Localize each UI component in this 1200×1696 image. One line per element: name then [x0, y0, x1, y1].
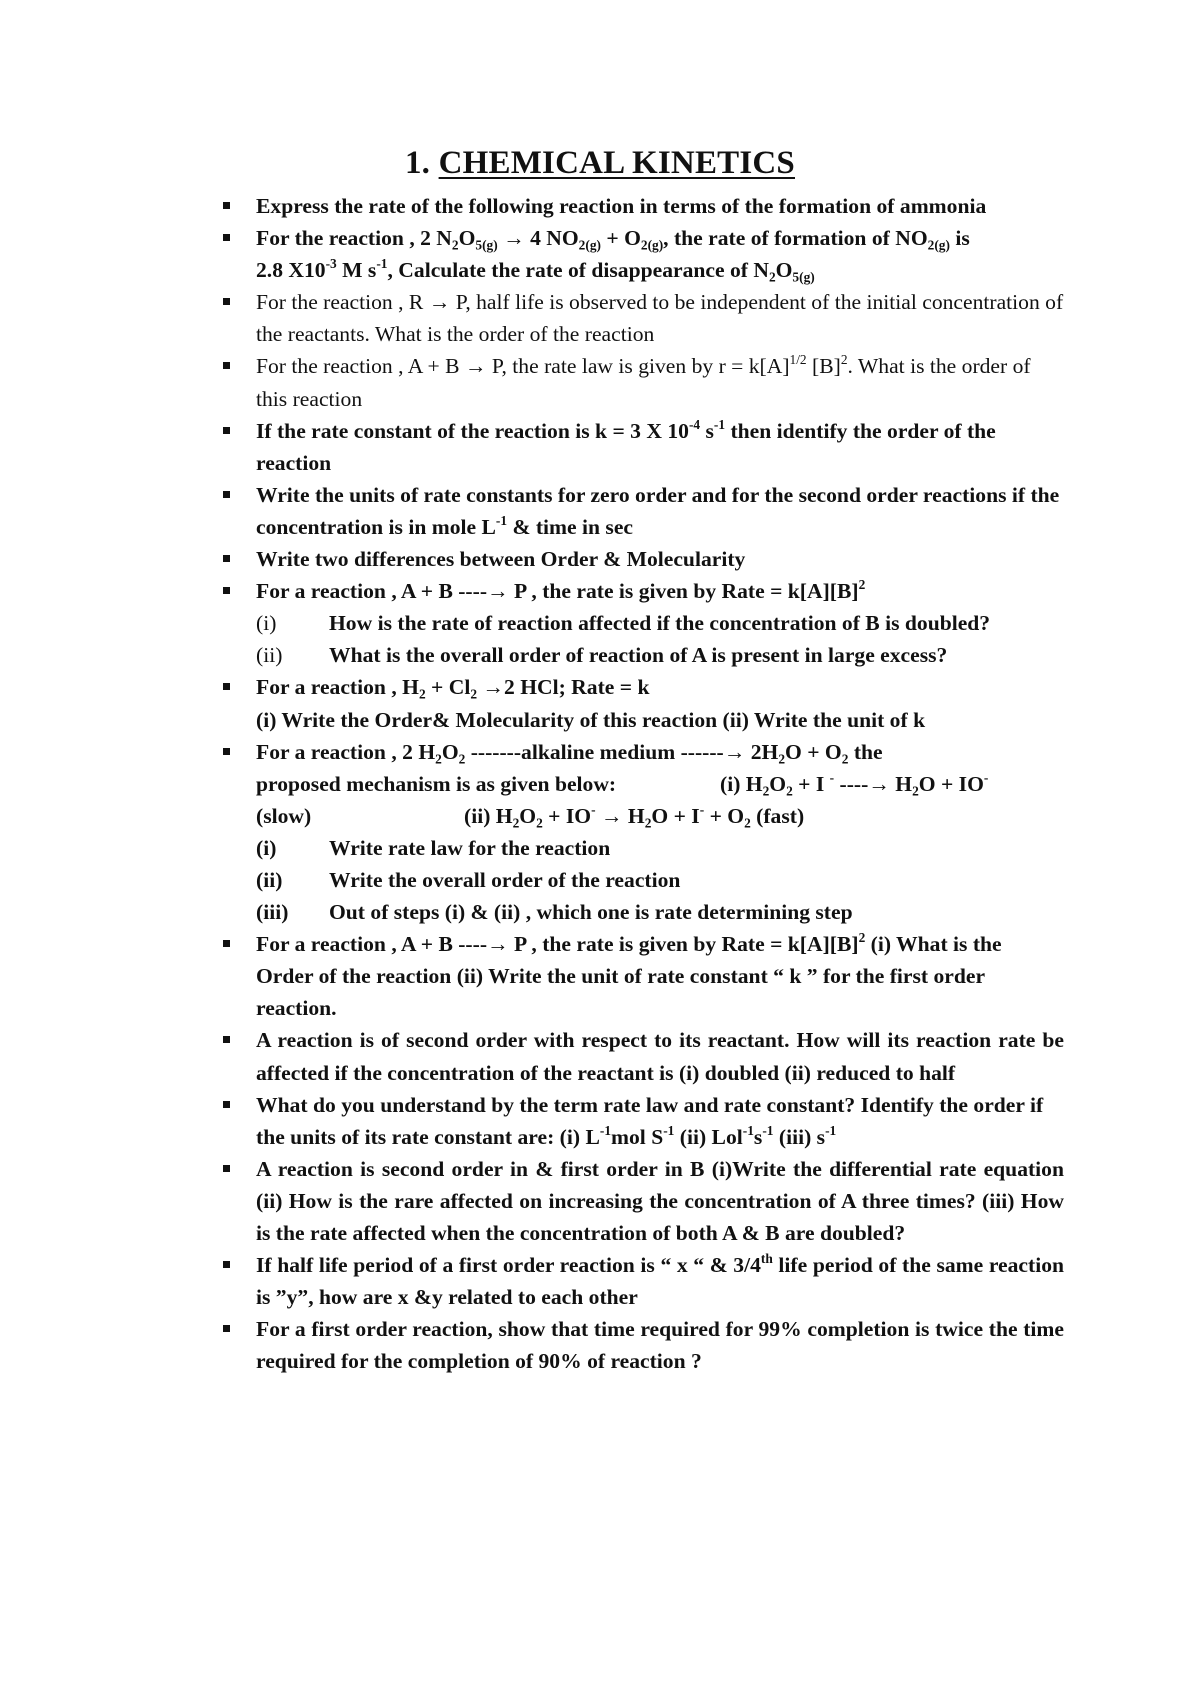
bullet-icon: [223, 202, 230, 209]
list-item: If the rate constant of the reaction is k = 3 X $10^{-4}$ $s^{-1}$ then identify the order of the reaction: [256, 415, 1064, 479]
list-item: What do you understand by the term rate law and rate constant? Identify the order if the units of its rate constant are: (i) $L^{-1}mol$ $S^{-1}$ (ii) $Lol^{-1}s^{-1}$ (iii) $s^{-1}$: [256, 1089, 1064, 1153]
bullet-icon: [223, 1325, 230, 1332]
list-item: For a first order reaction, show that time required for 99% completion is twice the time required for the completion of 90% of reaction ?: [256, 1313, 1064, 1377]
bullet-icon: [223, 555, 230, 562]
bullet-icon: [223, 362, 230, 369]
sub-question: (iii) Out of steps (i) & (ii) , which one is rate determining step: [256, 900, 853, 925]
list-item: A reaction is second order in & first order in B (i)Write the differential rate equation (ii) How is the rare affected on increasing the concentration of A three times? (iii) How is the rate affected when the concentration of both A & B are doubled?: [256, 1153, 1064, 1249]
sub-question: (ii) What is the overall order of reaction of A is present in large excess?: [256, 643, 948, 668]
sub-question: (i) Write rate law for the reaction: [256, 835, 611, 860]
bullet-icon: [223, 587, 230, 594]
bullet-icon: [223, 298, 230, 305]
list-item: For the reaction , R → P, half life is observed to be independent of the initial concentration of the reactants. What is the order of the reaction: [256, 286, 1064, 350]
list-item: Write the units of rate constants for zero order and for the second order reactions if the concentration is in mole $L^{-1}$ & time in sec: [256, 479, 1064, 543]
bullet-icon: [223, 1036, 230, 1043]
list-item: For the reaction , 2 $N_2O_{5(g)} \to 4$ $NO_{2(g)} + O_{2(g)}$, the rate of formation of $NO_{2(g)}$ is 2.8 $X10^{-3}$ M $s^{-1}$, Calculate the rate of disappearance of $N_2O_{5(g)}$: [256, 222, 1064, 286]
list-item: If half life period of a first order reaction is “ x “ & 3/4th life period of the same reaction is ”y”, how are x &y related to each other: [256, 1249, 1064, 1313]
bullet-icon: [223, 940, 230, 947]
list-item: For a reaction , $H_2 + Cl_2 \to 2$ HCl; Rate = k (i) Write the Order& Molecularity of this reaction (ii) Write the unit of k: [256, 671, 1064, 735]
bullet-icon: [223, 1165, 230, 1172]
bullet-icon: [223, 427, 230, 434]
bullet-icon: [223, 748, 230, 755]
bullet-icon: [223, 1101, 230, 1108]
bullet-icon: [223, 234, 230, 241]
mechanism-line: (slow) (ii) $H_2O_2 + IO^- \to H_2O + I^- + O_2$ (fast): [256, 801, 805, 831]
page-title: 1. CHEMICAL KINETICS: [404, 145, 795, 181]
mechanism-line: proposed mechanism is as given below: (i) $H_2O_2 + I$ - ----→ $H_2O + IO^-$: [256, 769, 989, 798]
bullet-icon: [223, 1261, 230, 1268]
list-item: For the reaction , A + B → P, the rate law is given by $r = k[A]^{1/2}$ $[B]^2$. What is the order of this reaction: [256, 350, 1064, 414]
bullet-icon: [223, 491, 230, 498]
list-item: For a reaction , 2 $H_2O_2$ -------alkaline medium ------→ $2H_2O + O_2$ the proposed mechanism is as given below: (i) $H_2O_2 + I$ - ----→ $H_2O + IO^-$ (slow) (ii) $H_2O_2 + IO^- \to H_2O + I^- + O_2$ (fast) (i) Write rate law for the reaction (ii) Write the overall order of the reaction (iii) Out of steps (i) & (ii) , which one is rate determining step: [256, 736, 1064, 929]
list-item: A reaction is of second order with respect to its reactant. How will its reaction rate be affected if the concentration of the reactant is (i) doubled (ii) reduced to half: [256, 1024, 1064, 1088]
sub-question: (ii) Write the overall order of the reaction: [256, 867, 681, 892]
sub-question: (i) How is the rate of reaction affected if the concentration of B is doubled?: [256, 611, 991, 636]
list-item: For a reaction , A + B ----→ P , the rate is given by Rate = $k[A][B]^2$ (i) How is the rate of reaction affected if the concentration of B is doubled? (ii) What is the overall order of reaction of A is present in large excess?: [256, 575, 1064, 671]
question-list: [256, 190, 1064, 1377]
list-item: For a reaction , A + B ----→ P , the rate is given by Rate = $k[A][B]^2$ (i) What is the Order of the reaction (ii) Write the unit of rate constant “ k ” for the first order reaction.: [256, 928, 1064, 1024]
list-item: Write two differences between Order & Molecularity: [256, 543, 1064, 575]
list-item: Express the rate of the following reaction in terms of the formation of ammonia: [256, 190, 1064, 222]
bullet-icon: [223, 683, 230, 690]
